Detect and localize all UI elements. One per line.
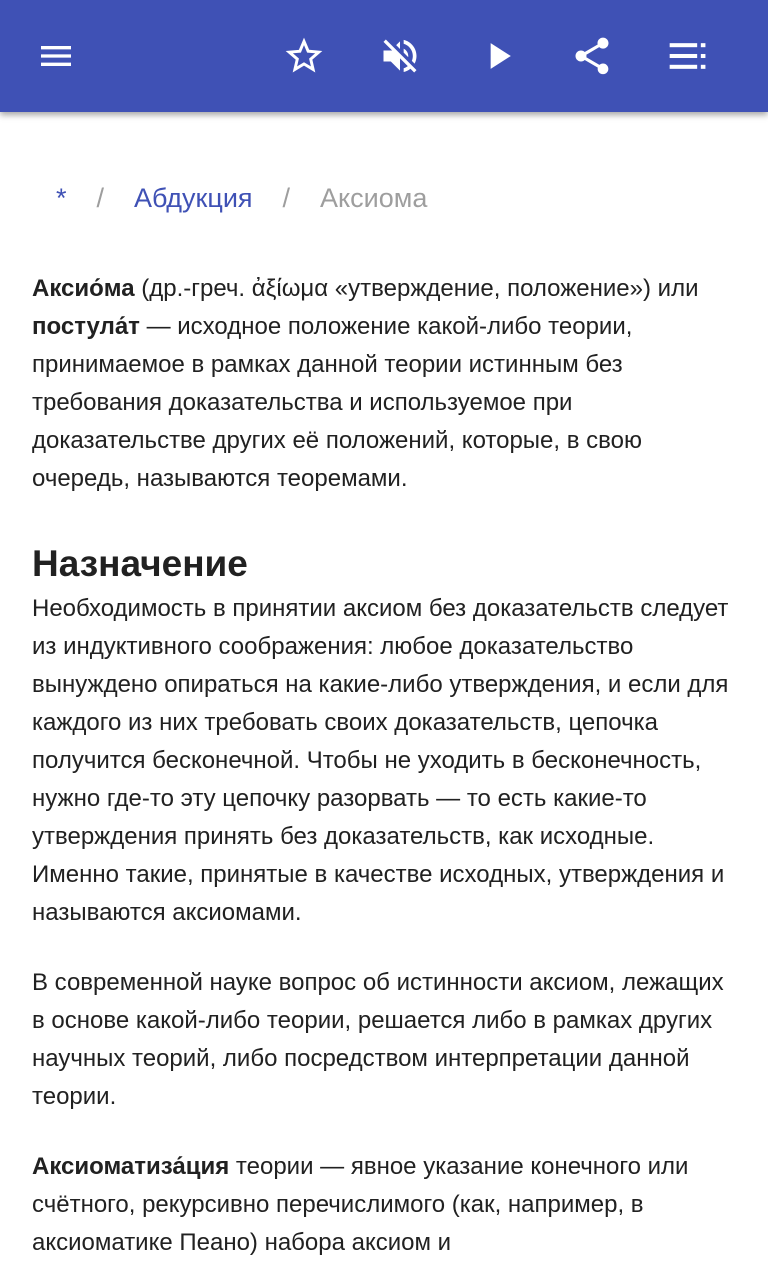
breadcrumb-current: Аксиома — [320, 182, 428, 213]
article-content — [32, 112, 736, 1262]
share-button[interactable] — [560, 24, 624, 88]
menu-button[interactable] — [24, 24, 88, 88]
axiomatization-text: теории — явное указание конечного или счётного, рекурсивно перечислимого (как, например, в аксиоматике Пеано) набора аксиом и — [32, 1153, 689, 1256]
section-paragraph-3 — [32, 1148, 736, 1262]
section-paragraph-2: В современной науке вопрос об истинности аксиом, лежащих в основе какой-либо теории, решается либо в рамках других научных теорий, либо посредством интерпретации данной теории. — [32, 969, 724, 1110]
breadcrumb-separator: / — [96, 182, 105, 213]
intro-definition: — исходное положение какой-либо теории, принимаемое в рамках данной теории истинным без требования доказательства и используемое при доказательстве других её положений, которые, в свою очередь, называются теоремами. — [32, 313, 642, 492]
intro-synonym: постула́т — [32, 313, 140, 340]
star-outline-icon — [282, 34, 326, 78]
axiomatization-term: Аксиоматиза́ция — [32, 1153, 230, 1180]
intro-term: Аксио́ма — [32, 275, 135, 302]
breadcrumb-separator: / — [282, 182, 291, 213]
contents-button[interactable] — [656, 24, 720, 88]
favorite-button[interactable] — [272, 24, 336, 88]
play-icon — [476, 34, 520, 78]
intro-greek: (др.-греч. ἀξίωμα «утверждение, положение») или — [134, 275, 699, 302]
section-title: Назначение — [32, 543, 248, 584]
section-paragraph-1: Необходимость в принятии аксиом без доказательств следует из индуктивного соображения: любое доказательство вынуждено опираться на какие-либо утверждения, и если для каждого из них требовать своих доказательств, цепочка получится бесконечной. Чтобы не уходить в бесконечность, нужно где-то эту цепочку разорвать — то есть какие-то утверждения принять без доказательств, как исходные. Именно такие, принятые в качестве исходных, утверждения и называются аксиомами. — [32, 595, 729, 926]
breadcrumb — [32, 180, 736, 216]
play-button[interactable] — [466, 24, 530, 88]
intro-paragraph — [32, 270, 736, 498]
mute-button[interactable] — [368, 24, 432, 88]
list-icon — [666, 34, 710, 78]
volume-off-icon — [378, 34, 422, 78]
breadcrumb-parent-link[interactable]: Абдукция — [134, 182, 253, 213]
app-toolbar — [0, 0, 768, 112]
breadcrumb-home-link[interactable]: * — [56, 182, 67, 213]
share-icon — [570, 34, 614, 78]
menu-icon — [36, 36, 76, 76]
